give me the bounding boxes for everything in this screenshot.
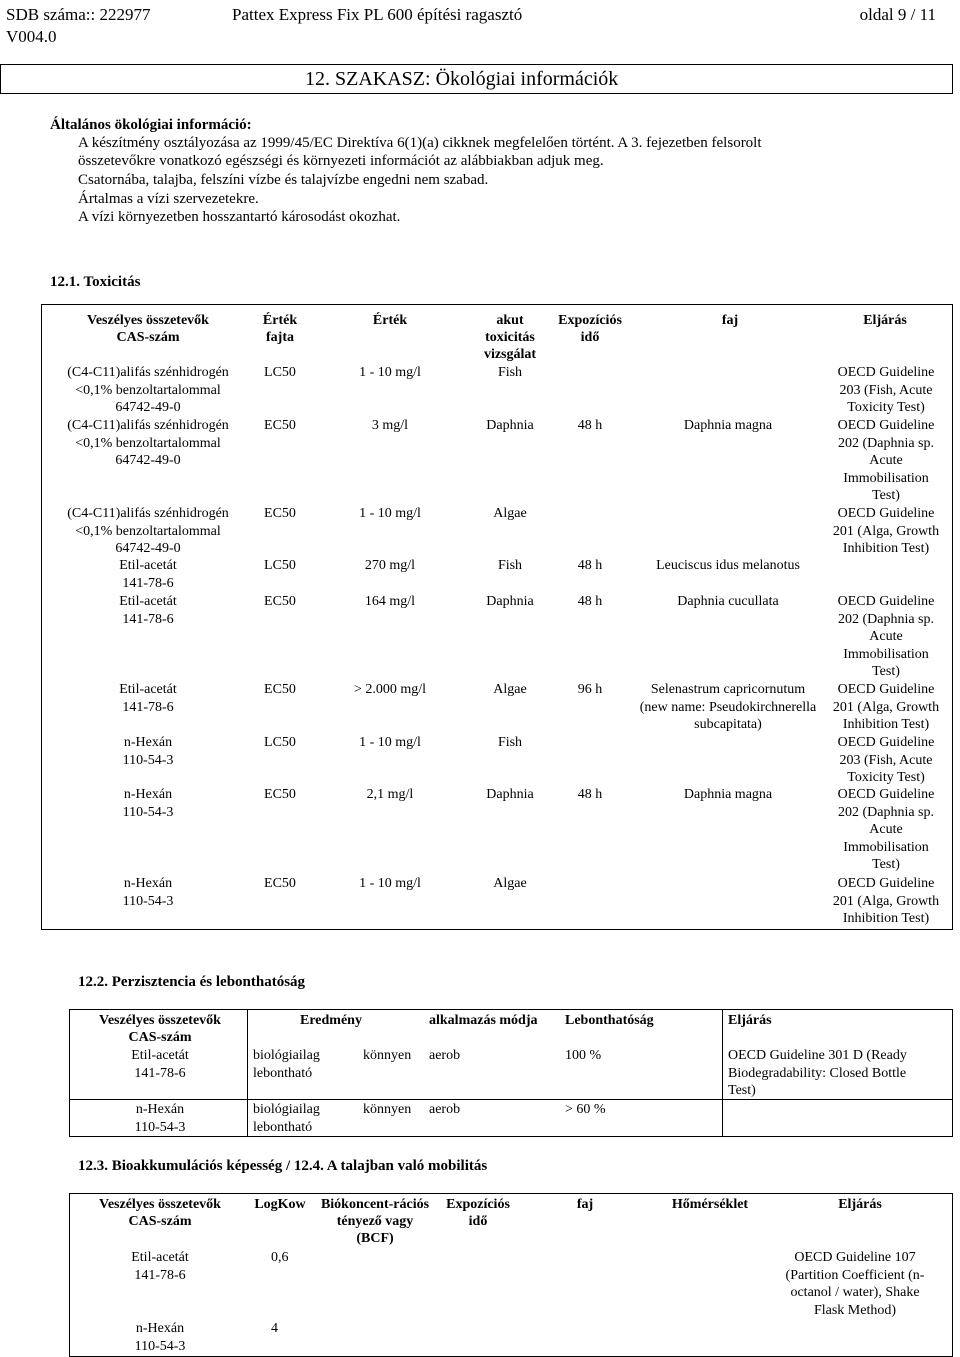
tox-header-exposure-1: Expozíciós	[558, 313, 622, 328]
tox-method: Test)	[872, 488, 900, 503]
tox-value: 1 - 10 mg/l	[359, 506, 421, 521]
tox-component: 110-54-3	[122, 804, 174, 820]
tox-header-species: faj	[721, 313, 739, 328]
persist-header-method: Eljárás	[728, 1013, 772, 1028]
bio-header-bcf-1: Biókoncent-rációs	[320, 1197, 430, 1212]
tox-acute-test: Fish	[497, 558, 523, 573]
persist-component: 141-78-6	[134, 1065, 186, 1081]
tox-exposure: 48 h	[577, 787, 603, 802]
tox-species: Daphnia cucullata	[677, 594, 779, 609]
tox-value: 1 - 10 mg/l	[359, 365, 421, 380]
persist-result: lebontható	[253, 1119, 313, 1135]
tox-value-type: EC50	[264, 876, 296, 891]
bioaccumulation-heading: 12.3. Bioakkumulációs képesség / 12.4. A talajban való mobilitás	[78, 1158, 488, 1174]
tox-component: (C4-C11)alifás szénhidrogén	[67, 365, 229, 380]
persist-method: Test)	[728, 1083, 756, 1098]
tox-component: Etil-acetát	[119, 558, 177, 573]
bio-header-exposure-1: Expozíciós	[446, 1197, 510, 1212]
tox-acute-test: Algae	[493, 876, 527, 891]
tox-value-type: LC50	[264, 735, 296, 750]
tox-method: Immobilisation	[843, 646, 929, 662]
tox-value-type: EC50	[264, 787, 296, 802]
persist-degradability: 100 %	[565, 1048, 602, 1063]
tox-method: OECD Guideline	[837, 682, 935, 697]
tox-method: 201 (Alga, Growth	[832, 523, 940, 539]
tox-header-acute-1: akut	[496, 313, 524, 328]
tox-value-type: EC50	[264, 418, 296, 433]
persist-result: biológiailag	[253, 1048, 320, 1063]
tox-method: Test)	[872, 857, 900, 872]
tox-header-acute-2: toxicitás	[485, 330, 535, 345]
tox-species: Daphnia magna	[683, 418, 773, 433]
tox-acute-test: Fish	[497, 735, 523, 750]
tox-value-type: EC50	[264, 506, 296, 521]
tox-header-component-1: Veszélyes összetevők	[87, 313, 209, 328]
tox-component: <0,1% benzoltartalommal	[75, 523, 221, 539]
tox-value-type: LC50	[264, 365, 296, 380]
general-heading: Általános ökológiai információ:	[50, 117, 252, 133]
tox-method: 202 (Daphnia sp.	[837, 611, 935, 627]
persist-header-degradability: Lebonthatóság	[565, 1013, 654, 1028]
tox-header-type-1: Érték	[262, 313, 298, 328]
bio-header-temperature: Hőmérséklet	[671, 1197, 749, 1212]
tox-exposure: 48 h	[577, 594, 603, 609]
persist-result: biológiailag	[253, 1102, 320, 1117]
tox-value: 164 mg/l	[364, 594, 416, 609]
tox-component: 141-78-6	[122, 699, 174, 715]
sds-number: SDB száma:: 222977	[6, 5, 151, 24]
tox-method: OECD Guideline	[837, 735, 935, 750]
tox-method: 201 (Alga, Growth	[832, 893, 940, 909]
tox-component: 64742-49-0	[115, 453, 181, 468]
tox-value-type: EC50	[264, 682, 296, 697]
persist-method: OECD Guideline 301 D (Ready	[728, 1048, 907, 1063]
tox-method: Acute	[869, 453, 903, 468]
persist-method: Biodegradability: Closed Bottle	[728, 1065, 907, 1081]
tox-component: Etil-acetát	[119, 682, 177, 697]
tox-component: (C4-C11)alifás szénhidrogén	[67, 418, 229, 433]
tox-component: 110-54-3	[122, 893, 174, 909]
tox-component: 141-78-6	[122, 575, 174, 591]
bio-method: Flask Method)	[813, 1302, 897, 1318]
general-line-5: A vízi környezetben hosszantartó károsodást okozhat.	[78, 209, 401, 225]
tox-header-acute-3: vizsgálat	[483, 347, 537, 362]
persist-component: 110-54-3	[134, 1119, 186, 1135]
tox-method: OECD Guideline	[837, 365, 935, 380]
tox-method: Immobilisation	[843, 470, 929, 486]
bio-component: n-Hexán	[135, 1321, 185, 1336]
tox-method: Inhibition Test)	[842, 717, 930, 732]
tox-method: Toxicity Test)	[847, 400, 925, 415]
tox-exposure: 48 h	[577, 418, 603, 433]
bio-logkow: 4	[271, 1321, 278, 1336]
bio-header-bcf-2: tényező vagy	[336, 1214, 414, 1229]
tox-value-type: LC50	[264, 558, 296, 573]
tox-value-type: EC50	[264, 594, 296, 609]
tox-acute-test: Daphnia	[486, 594, 534, 609]
bio-method: (Partition Coefficient (n-	[785, 1267, 925, 1283]
tox-method: 202 (Daphnia sp.	[837, 804, 935, 820]
tox-species: Daphnia magna	[683, 787, 773, 802]
persist-header-component-1: Veszélyes összetevők	[99, 1013, 221, 1028]
section-title: 12. SZAKASZ: Ökológiai információk	[305, 68, 619, 90]
tox-method: OECD Guideline	[837, 594, 935, 609]
persist-degradability: > 60 %	[565, 1102, 606, 1117]
persist-vline-2	[722, 1009, 723, 1137]
tox-component: 64742-49-0	[115, 541, 181, 556]
persist-application: aerob	[429, 1048, 461, 1063]
general-line-3: Csatornába, talajba, felszíni vízbe és talajvízbe engedni nem szabad.	[78, 172, 489, 188]
tox-value: 2,1 mg/l	[366, 787, 414, 802]
tox-header-type-2: fajta	[266, 330, 294, 345]
tox-method: 203 (Fish, Acute	[839, 752, 933, 768]
tox-value: 3 mg/l	[371, 418, 409, 433]
persist-result: könnyen	[363, 1048, 412, 1063]
bio-header-method: Eljárás	[838, 1197, 882, 1212]
tox-header-value: Érték	[372, 313, 408, 328]
tox-acute-test: Daphnia	[486, 787, 534, 802]
tox-acute-test: Algae	[493, 506, 527, 521]
tox-method: 203 (Fish, Acute	[839, 382, 933, 398]
persist-component: n-Hexán	[135, 1102, 185, 1117]
general-line-2: összetevőkre vonatkozó egészségi és környezeti információt az alábbiakban adjuk meg.	[78, 153, 604, 169]
bio-header-logkow: LogKow	[254, 1197, 306, 1212]
tox-header-method: Eljárás	[863, 313, 907, 328]
tox-method: Inhibition Test)	[842, 911, 930, 926]
tox-acute-test: Algae	[493, 682, 527, 697]
tox-method: OECD Guideline	[837, 787, 935, 802]
persist-application: aerob	[429, 1102, 461, 1117]
tox-exposure: 96 h	[577, 682, 603, 697]
tox-method: 201 (Alga, Growth	[832, 699, 940, 715]
tox-method: 202 (Daphnia sp.	[837, 435, 935, 451]
tox-value: 270 mg/l	[364, 558, 416, 573]
tox-component: (C4-C11)alifás szénhidrogén	[67, 506, 229, 521]
bio-header-component-1: Veszélyes összetevők	[99, 1197, 221, 1212]
tox-method: Acute	[869, 629, 903, 644]
persist-header-application: alkalmazás módja	[429, 1013, 538, 1028]
bio-header-species: faj	[576, 1197, 594, 1212]
bio-method: octanol / water), Shake	[790, 1285, 920, 1300]
persist-header-result: Eredmény	[300, 1013, 362, 1028]
tox-acute-test: Daphnia	[486, 418, 534, 433]
tox-method: Immobilisation	[843, 839, 929, 855]
persistence-heading: 12.2. Perzisztencia és lebonthatóság	[78, 974, 306, 990]
tox-method: OECD Guideline	[837, 506, 935, 521]
bio-header-component-2: CAS-szám	[128, 1214, 192, 1229]
tox-value: 1 - 10 mg/l	[359, 876, 421, 891]
persist-result: könnyen	[363, 1102, 412, 1117]
tox-component: n-Hexán	[123, 876, 173, 891]
persist-component: Etil-acetát	[131, 1048, 189, 1063]
bio-header-bcf-3: (BCF)	[356, 1231, 394, 1246]
product-name: Pattex Express Fix PL 600 építési ragasztó	[232, 5, 523, 24]
general-line-4: Ártalmas a vízi szervezetekre.	[78, 191, 259, 207]
bio-method: OECD Guideline 107	[794, 1250, 916, 1265]
tox-value: > 2.000 mg/l	[353, 682, 427, 697]
bio-header-exposure-2: idő	[468, 1214, 488, 1229]
tox-component: Etil-acetát	[119, 594, 177, 609]
tox-component: <0,1% benzoltartalommal	[75, 435, 221, 451]
bio-component: 141-78-6	[134, 1267, 186, 1283]
bio-component: 110-54-3	[134, 1338, 186, 1354]
bio-logkow: 0,6	[271, 1250, 289, 1265]
tox-component: n-Hexán	[123, 735, 173, 750]
tox-method: Test)	[872, 664, 900, 679]
general-line-1: A készítmény osztályozása az 1999/45/EC Direktíva 6(1)(a) cikknek megfelelően történt. A 3. fejezetben felsorolt	[78, 135, 762, 151]
tox-species: subcapitata)	[694, 717, 762, 732]
version: V004.0	[6, 27, 57, 46]
persist-header-component-2: CAS-szám	[128, 1030, 192, 1045]
tox-component: 64742-49-0	[115, 400, 181, 415]
tox-method: Inhibition Test)	[842, 541, 930, 556]
tox-value: 1 - 10 mg/l	[359, 735, 421, 750]
tox-method: Toxicity Test)	[847, 770, 925, 785]
bio-component: Etil-acetát	[131, 1250, 189, 1265]
toxicity-heading: 12.1. Toxicitás	[50, 274, 141, 290]
tox-species: Selenastrum capricornutum	[650, 682, 806, 697]
tox-component: 110-54-3	[122, 752, 174, 768]
tox-method: Acute	[869, 822, 903, 837]
tox-method: OECD Guideline	[837, 876, 935, 891]
tox-header-component-2: CAS-szám	[116, 330, 180, 345]
persist-hline	[69, 1099, 953, 1100]
tox-header-exposure-2: idő	[580, 330, 600, 345]
tox-exposure: 48 h	[577, 558, 603, 573]
tox-species: Leuciscus idus melanotus	[656, 558, 800, 573]
tox-component: 141-78-6	[122, 611, 174, 627]
persist-vline-1	[247, 1009, 248, 1137]
tox-component: <0,1% benzoltartalommal	[75, 382, 221, 398]
persist-result: lebontható	[253, 1065, 313, 1081]
page-number: oldal 9 / 11	[859, 5, 936, 24]
tox-species: (new name: Pseudokirchnerella	[639, 699, 817, 715]
tox-method: OECD Guideline	[837, 418, 935, 433]
tox-component: n-Hexán	[123, 787, 173, 802]
tox-acute-test: Fish	[497, 365, 523, 380]
